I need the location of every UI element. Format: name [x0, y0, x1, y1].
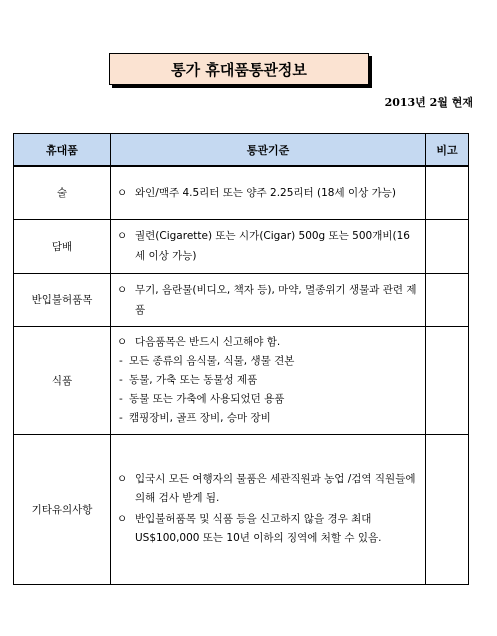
row-criteria [111, 273, 426, 326]
customs-table [13, 133, 469, 585]
bullet-text: 궐련(Cigarette) 또는 시가(Cigar) 500g 또는 500개비(16세 이상 가능) [135, 230, 410, 262]
dash-text: 동물 또는 가축에 사용되었던 용품 [129, 392, 285, 405]
title-text: 통가 휴대품통관정보 [171, 60, 307, 79]
bullet-text: 입국시 모든 여행자의 물품은 세관직원과 농업 /검역 직원들에 의해 검사 받게 됨. [135, 473, 416, 504]
dash-line [117, 409, 419, 428]
header-note: 비고 [426, 134, 469, 167]
row-item-food: 식품 [14, 326, 111, 434]
row-note [426, 434, 469, 584]
row-item-other-notes: 기타유의사항 [14, 434, 111, 584]
dash-line [117, 352, 419, 371]
row-note [426, 219, 469, 273]
bullet-text: 다음품목은 반드시 신고해야 함. [135, 335, 281, 348]
table-row [14, 434, 469, 584]
bullet-marker: ㅇ [117, 513, 128, 525]
bullet-line [117, 333, 419, 352]
bullet-text: 무기, 음란물(비디오, 책자 등), 마약, 멸종위기 생물과 관련 제품 [135, 283, 417, 316]
dash-marker: - [119, 411, 123, 424]
bullet-text: 와인/맥주 4.5리터 또는 양주 2.25리터 (18세 이상 가능) [135, 186, 396, 199]
dash-line [117, 390, 419, 409]
header-item: 휴대품 [14, 134, 111, 167]
row-item-prohibited: 반입불허품목 [14, 273, 111, 326]
document-title [109, 53, 369, 85]
bullet-line [117, 280, 419, 320]
dash-text: 모든 종류의 음식물, 식물, 생물 견본 [129, 354, 295, 367]
bullet-line [117, 226, 419, 266]
table-row [14, 326, 469, 434]
row-criteria [111, 434, 426, 584]
table-row [14, 219, 469, 273]
bullet-line [117, 183, 419, 203]
bullet-marker: ㅇ [117, 335, 128, 348]
bullet-line [117, 470, 419, 508]
bullet-marker: ㅇ [117, 283, 128, 296]
row-criteria [111, 326, 426, 434]
date-label: 2013년 2월 현재 [384, 96, 473, 109]
row-criteria [111, 219, 426, 273]
bullet-marker: ㅇ [117, 186, 128, 199]
bullet-marker: ㅇ [117, 230, 128, 242]
table-row [14, 273, 469, 326]
dash-text: 동물, 가축 또는 동물성 제품 [129, 373, 258, 386]
header-criteria: 통관기준 [111, 134, 426, 167]
row-criteria [111, 166, 426, 219]
dash-marker: - [119, 392, 123, 405]
row-note [426, 273, 469, 326]
dash-line [117, 371, 419, 390]
bullet-marker: ㅇ [117, 473, 128, 485]
dash-marker: - [119, 354, 123, 367]
table-header-row [14, 134, 469, 167]
row-item-alcohol: 술 [14, 166, 111, 219]
bullet-line [117, 510, 419, 548]
dash-marker: - [119, 373, 123, 386]
row-note [426, 166, 469, 219]
row-item-tobacco: 담배 [14, 219, 111, 273]
table-row [14, 166, 469, 219]
bullet-text: 반입불허품목 및 식품 등을 신고하지 않을 경우 최대 US$100,000 또는 10년 이하의 징역에 처할 수 있음. [135, 513, 382, 544]
dash-text: 캠핑장비, 골프 장비, 승마 장비 [129, 411, 271, 424]
row-note [426, 326, 469, 434]
